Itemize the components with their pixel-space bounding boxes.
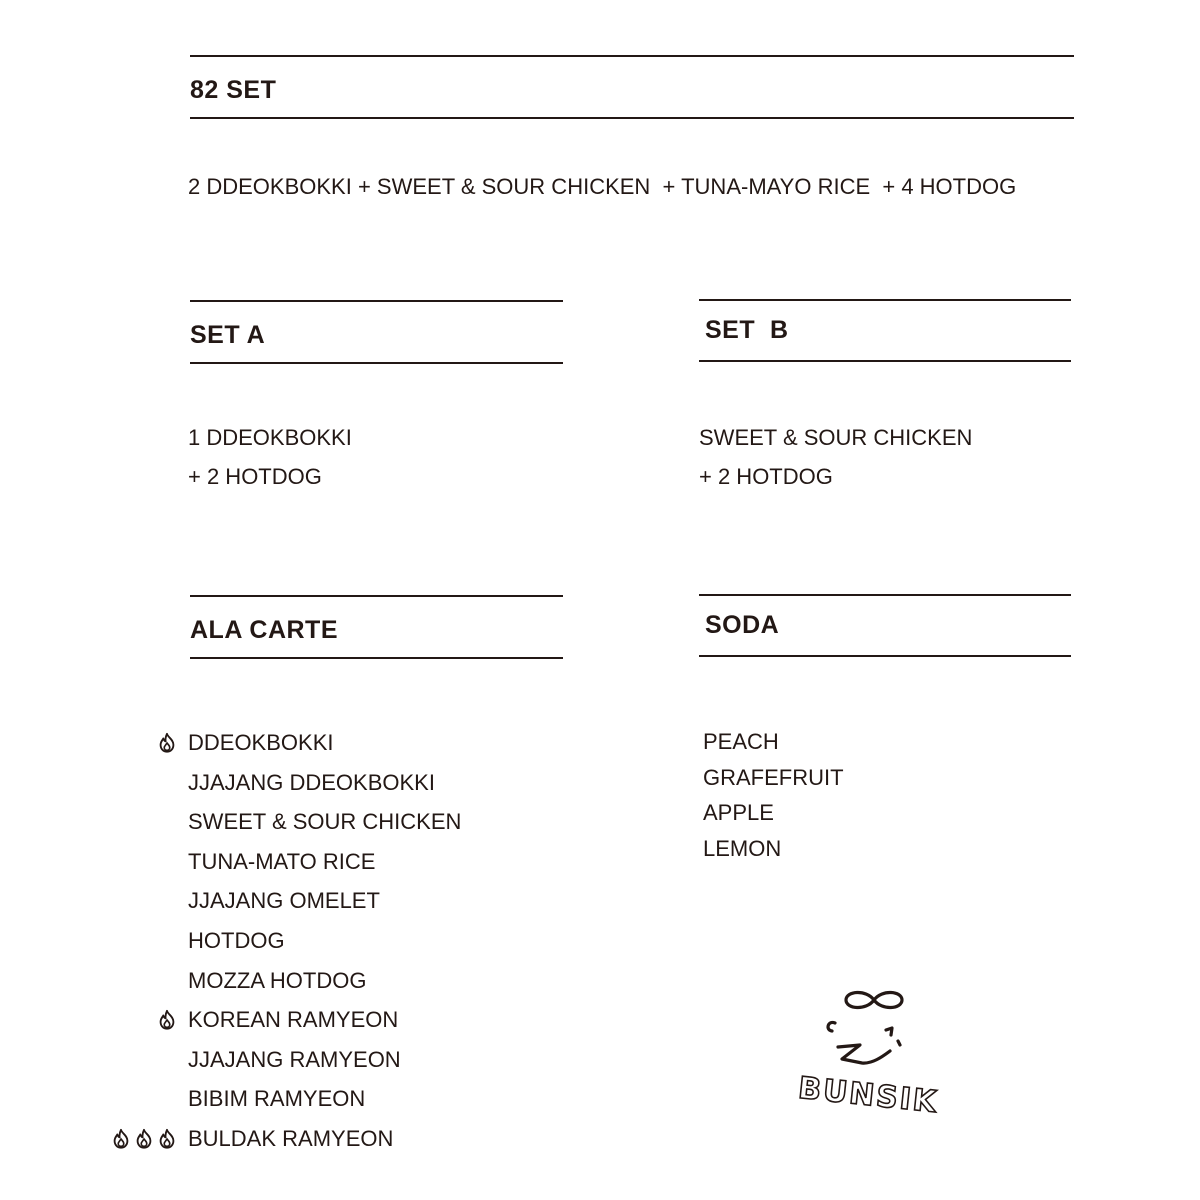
menu-item-label: HOTDOG — [188, 927, 285, 953]
soda-top-rule — [699, 594, 1071, 596]
soda-bottom-rule — [699, 655, 1071, 657]
set-82-top-rule — [190, 55, 1074, 57]
ala-carte-item — [188, 888, 461, 928]
logo-left-eye — [828, 1022, 835, 1031]
set-a-top-rule — [190, 300, 563, 302]
set-a-bottom-rule — [190, 362, 563, 364]
menu-item-label: JJAJANG DDEOKBOKKI — [188, 769, 435, 795]
ala-carte-item — [188, 849, 461, 889]
soda-section — [699, 594, 1071, 664]
menu-item-label: SWEET & SOUR CHICKEN — [188, 809, 462, 835]
set-82-description: 2 DDEOKBOKKI + SWEET & SOUR CHICKEN + TUNA-MAYO RICE + 4 HOTDOG — [188, 174, 1017, 199]
menu-item-label: BULDAK RAMYEON — [188, 1125, 394, 1151]
ala-carte-list — [188, 730, 461, 1166]
set-a-title: SET A — [190, 321, 266, 349]
logo-wordmark: BUNSIK — [796, 1070, 940, 1121]
ala-carte-item — [188, 770, 461, 810]
set-b-section — [699, 299, 1071, 499]
flame-icon — [110, 1128, 132, 1150]
soda-title: SODA — [705, 611, 780, 639]
ala-carte-bottom-rule — [190, 657, 563, 659]
flame-icon — [156, 1009, 178, 1031]
ala-carte-item — [188, 1007, 461, 1047]
set-b-title: SET B — [705, 316, 789, 344]
menu-item-label: JJAJANG RAMYEON — [188, 1046, 401, 1072]
menu-item-label: BIBIM RAMYEON — [188, 1086, 366, 1112]
soda-item: GRAFEFRUIT — [703, 764, 844, 790]
set-82-title: 82 SET — [190, 76, 277, 104]
logo-right-eye — [886, 1028, 892, 1035]
flame-icon — [133, 1128, 155, 1150]
menu-item-label: MOZZA HOTDOG — [188, 967, 367, 993]
ala-carte-item — [188, 1047, 461, 1087]
menu-item-label: DDEOKBOKKI — [188, 730, 334, 755]
ala-carte-item — [188, 928, 461, 968]
set-a-line-2: + 2 HOTDOG — [188, 464, 322, 489]
ala-carte-item — [188, 1086, 461, 1126]
soda-item: LEMON — [703, 835, 782, 861]
ala-carte-title: ALA CARTE — [190, 616, 339, 644]
soda-item: APPLE — [703, 800, 774, 826]
bunsik-logo — [790, 985, 950, 1135]
logo-mouth-dot — [898, 1041, 900, 1045]
spice-indicator — [156, 732, 178, 754]
ala-carte-item — [188, 1126, 461, 1166]
spice-indicator — [156, 1009, 178, 1031]
ala-carte-item — [188, 968, 461, 1008]
menu-item-label: TUNA-MATO RICE — [188, 848, 376, 874]
flame-icon — [156, 1128, 178, 1150]
flame-icon — [156, 732, 178, 754]
ala-carte-item — [188, 809, 461, 849]
ala-carte-section — [190, 595, 563, 665]
set-82-bottom-rule — [190, 117, 1074, 119]
soda-list — [703, 729, 844, 871]
soda-item: PEACH — [703, 729, 779, 754]
set-a-section — [190, 300, 563, 500]
logo-smile — [838, 1045, 890, 1063]
set-82-section — [190, 55, 1074, 215]
set-b-top-rule — [699, 299, 1071, 301]
menu-item-label: JJAJANG OMELET — [188, 888, 380, 914]
set-b-line-1: SWEET & SOUR CHICKEN — [699, 425, 973, 450]
set-a-line-1: 1 DDEOKBOKKI — [188, 425, 352, 450]
logo-eyebrow-mark — [846, 992, 902, 1007]
ala-carte-top-rule — [190, 595, 563, 597]
ala-carte-item — [188, 730, 461, 770]
set-b-line-2: + 2 HOTDOG — [699, 464, 833, 489]
spice-indicator — [110, 1128, 178, 1150]
set-b-bottom-rule — [699, 360, 1071, 362]
menu-item-label: KOREAN RAMYEON — [188, 1007, 399, 1033]
